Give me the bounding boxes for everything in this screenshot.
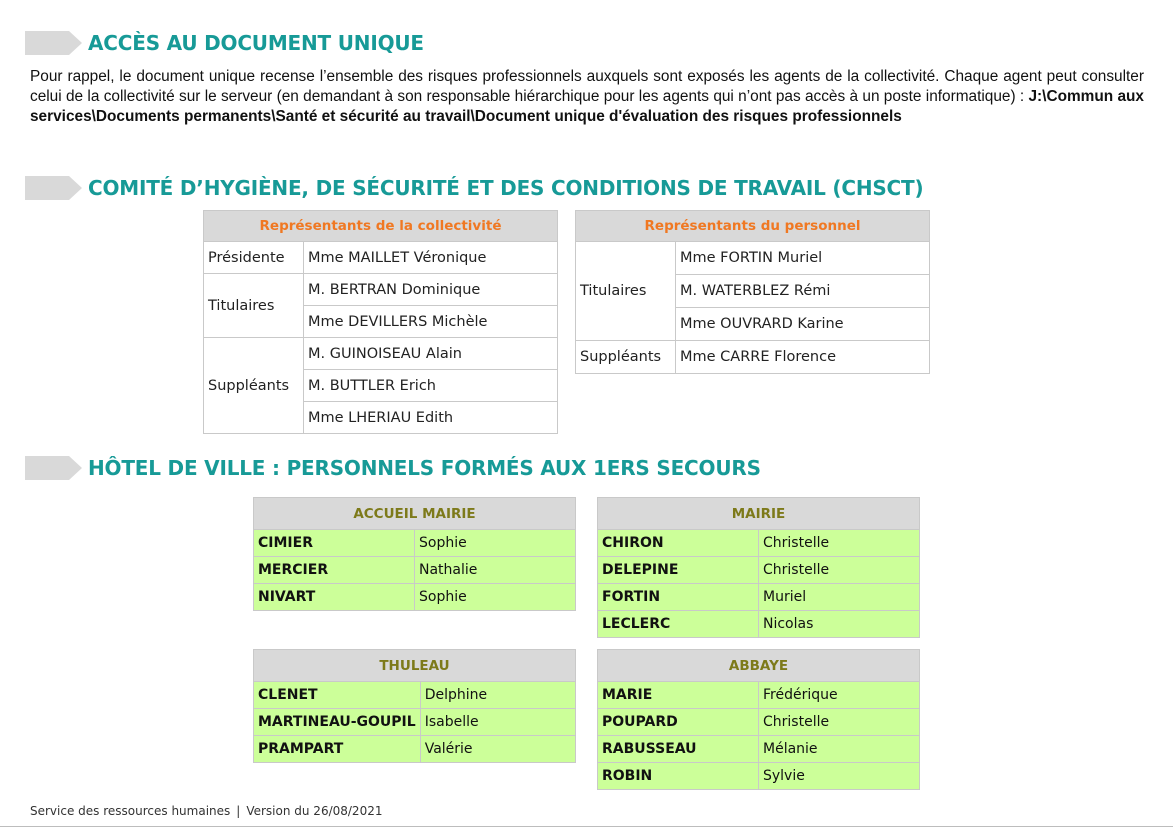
table-row	[254, 557, 576, 584]
first-name: Isabelle	[420, 709, 575, 736]
role-label: Présidente	[204, 242, 304, 274]
first-name: Frédérique	[759, 682, 920, 709]
last-name: MERCIER	[254, 557, 415, 584]
group-header: ACCUEIL MAIRIE	[254, 498, 576, 530]
table-row	[254, 584, 576, 611]
first-name: Nathalie	[415, 557, 576, 584]
first-name: Sylvie	[759, 763, 920, 790]
member-name: Mme MAILLET Véronique	[304, 242, 558, 274]
section-heading-document-unique	[25, 30, 424, 56]
section-title: ACCÈS AU DOCUMENT UNIQUE	[88, 31, 424, 55]
first-name: Christelle	[759, 709, 920, 736]
member-name: Mme CARRE Florence	[676, 341, 930, 374]
table-representants-personnel	[575, 210, 930, 374]
table-row	[254, 682, 576, 709]
first-name: Christelle	[759, 557, 920, 584]
table-row	[598, 584, 920, 611]
table-row	[576, 242, 930, 275]
role-label: Suppléants	[204, 338, 304, 434]
first-name: Muriel	[759, 584, 920, 611]
member-name: M. WATERBLEZ Rémi	[676, 275, 930, 308]
role-label: Suppléants	[576, 341, 676, 374]
last-name: CIMIER	[254, 530, 415, 557]
arrow-icon	[25, 456, 82, 480]
section-heading-secours	[25, 455, 761, 481]
document-unique-paragraph	[30, 67, 1144, 127]
footer-service: Service des ressources humaines	[30, 804, 231, 818]
last-name: MARTINEAU-GOUPIL	[254, 709, 421, 736]
last-name: RABUSSEAU	[598, 736, 759, 763]
first-name: Delphine	[420, 682, 575, 709]
last-name: LECLERC	[598, 611, 759, 638]
table-row	[204, 338, 558, 370]
last-name: POUPARD	[598, 709, 759, 736]
table-accueil-mairie	[253, 497, 576, 611]
first-name: Valérie	[420, 736, 575, 763]
member-name: M. BERTRAN Dominique	[304, 274, 558, 306]
table-row	[204, 242, 558, 274]
table-row	[204, 274, 558, 306]
section-title: COMITÉ D’HYGIÈNE, DE SÉCURITÉ ET DES CONDITIONS DE TRAVAIL (CHSCT)	[88, 176, 924, 200]
table-thuleau	[253, 649, 576, 763]
table-abbaye	[597, 649, 920, 790]
table-row	[576, 341, 930, 374]
table-row	[598, 736, 920, 763]
paragraph-text: Pour rappel, le document unique recense l’ensemble des risques professionnels auxquels sont exposés les agents de la collectivité. Chaque agent peut consulter celui de la collectivité sur le serveur (en demandant à son responsable hiérarchique pour les agents qui n’ont pas accès à un poste informatique) :	[30, 68, 1144, 105]
table-header: Représentants de la collectivité	[204, 211, 558, 242]
last-name: CHIRON	[598, 530, 759, 557]
table-row	[598, 611, 920, 638]
member-name: Mme LHERIAU Edith	[304, 402, 558, 434]
first-name: Mélanie	[759, 736, 920, 763]
table-row	[598, 709, 920, 736]
footer-divider	[0, 826, 1173, 827]
last-name: PRAMPART	[254, 736, 421, 763]
table-row	[254, 736, 576, 763]
first-name: Sophie	[415, 530, 576, 557]
member-name: M. GUINOISEAU Alain	[304, 338, 558, 370]
last-name: FORTIN	[598, 584, 759, 611]
arrow-icon	[25, 31, 82, 55]
table-row	[598, 682, 920, 709]
first-name: Christelle	[759, 530, 920, 557]
member-name: Mme OUVRARD Karine	[676, 308, 930, 341]
table-header: Représentants du personnel	[576, 211, 930, 242]
member-name: Mme FORTIN Muriel	[676, 242, 930, 275]
role-label: Titulaires	[576, 242, 676, 341]
footer-separator: |	[236, 804, 241, 818]
member-name: M. BUTTLER Erich	[304, 370, 558, 402]
group-header: MAIRIE	[598, 498, 920, 530]
section-title: HÔTEL DE VILLE : PERSONNELS FORMÉS AUX 1ERS SECOURS	[88, 456, 761, 480]
first-name: Sophie	[415, 584, 576, 611]
footer-version: Version du 26/08/2021	[246, 804, 383, 818]
last-name: ROBIN	[598, 763, 759, 790]
first-name: Nicolas	[759, 611, 920, 638]
table-row	[254, 709, 576, 736]
role-label: Titulaires	[204, 274, 304, 338]
last-name: DELEPINE	[598, 557, 759, 584]
page-footer	[30, 804, 382, 818]
section-heading-chsct	[25, 175, 923, 201]
last-name: NIVART	[254, 584, 415, 611]
last-name: CLENET	[254, 682, 421, 709]
table-row	[598, 557, 920, 584]
table-representants-collectivite	[203, 210, 558, 434]
table-mairie	[597, 497, 920, 638]
group-header: ABBAYE	[598, 650, 920, 682]
last-name: MARIE	[598, 682, 759, 709]
table-row	[254, 530, 576, 557]
arrow-icon	[25, 176, 82, 200]
group-header: THULEAU	[254, 650, 576, 682]
table-row	[598, 530, 920, 557]
member-name: Mme DEVILLERS Michèle	[304, 306, 558, 338]
server-path: J:\Commun aux services\Documents permanents\Santé et sécurité au travail\Document unique d'évaluation des risques professionnels	[30, 88, 1144, 125]
table-row	[598, 763, 920, 790]
